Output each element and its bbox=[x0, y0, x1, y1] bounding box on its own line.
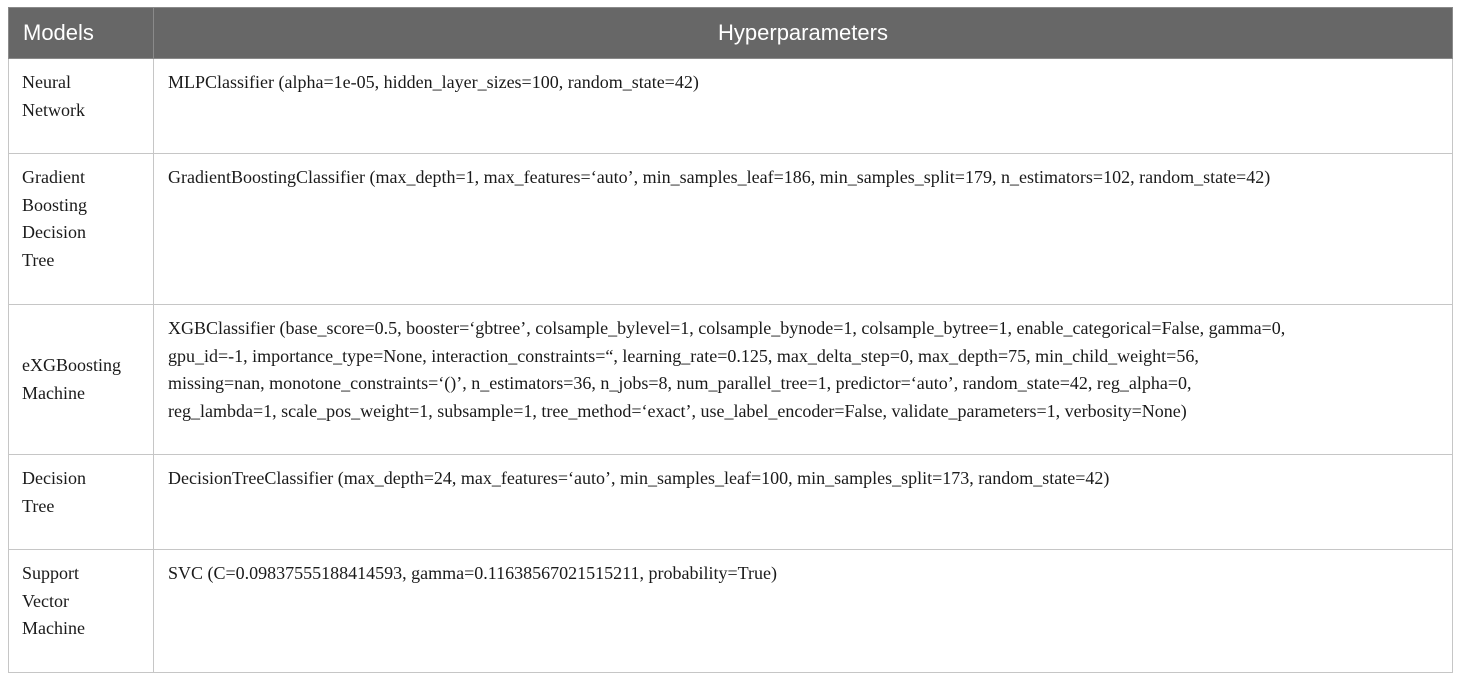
model-name-line: Machine bbox=[22, 618, 85, 638]
table-row bbox=[9, 550, 1453, 673]
table-row bbox=[9, 59, 1453, 154]
hyperparameters-cell bbox=[154, 455, 1453, 550]
model-name-line: Neural bbox=[22, 72, 71, 92]
hyperparameters-cell bbox=[154, 305, 1453, 455]
model-name-line: Decision bbox=[22, 222, 86, 242]
model-name-line: Boosting bbox=[22, 194, 88, 215]
hyperparameters-line: gpu_id=-1, importance_type=None, interaction_constraints=“, learning_rate=0.125, max_delta_step=0, max_depth=75, min_child_weight=56, bbox=[168, 345, 1199, 366]
model-name-line: Network bbox=[22, 99, 85, 120]
hyperparameters-text: MLPClassifier (alpha=1e-05, hidden_layer_sizes=100, random_state=42) bbox=[168, 72, 699, 92]
model-name-line: Vector bbox=[22, 590, 69, 611]
hyperparameters-cell bbox=[154, 550, 1453, 673]
table-header-row bbox=[9, 8, 1453, 59]
header-hyperparameters: Hyperparameters bbox=[154, 8, 1453, 59]
hyperparameters-line: missing=nan, monotone_constraints=‘()’, n_estimators=36, n_jobs=8, num_parallel_tree=1, predictor=‘auto’, random_state=42, reg_alpha=0, bbox=[168, 373, 1192, 393]
model-name-line: eXGBoosting bbox=[22, 355, 121, 375]
hyperparameter-table bbox=[8, 7, 1453, 673]
model-name-line: Tree bbox=[22, 495, 55, 516]
model-name-line: Tree bbox=[22, 249, 55, 270]
table-row bbox=[9, 305, 1453, 455]
model-cell bbox=[9, 455, 154, 550]
hyperparameters-cell bbox=[154, 59, 1453, 154]
table-row bbox=[9, 455, 1453, 550]
hyperparameters-text: SVC (C=0.09837555188414593, gamma=0.11638567021515211, probability=True) bbox=[168, 563, 777, 583]
model-name-line: Support bbox=[22, 563, 80, 583]
hyperparameters-text: DecisionTreeClassifier (max_depth=24, max_features=‘auto’, min_samples_leaf=100, min_samples_split=173, random_state=42) bbox=[168, 468, 1110, 488]
model-cell bbox=[9, 550, 154, 673]
hyperparameters-line: XGBClassifier (base_score=0.5, booster=‘gbtree’, colsample_bylevel=1, colsample_bynode=1, colsample_bytree=1, enable_categorical=False, gamma=0, bbox=[168, 318, 1286, 338]
table-row bbox=[9, 154, 1453, 305]
hyperparameters-cell bbox=[154, 154, 1453, 305]
hyperparameters-line: reg_lambda=1, scale_pos_weight=1, subsample=1, tree_method=‘exact’, use_label_encoder=False, validate_parameters=1, verbosity=None) bbox=[168, 400, 1187, 421]
model-name-line: Decision bbox=[22, 468, 86, 488]
model-cell bbox=[9, 154, 154, 305]
model-name-line: Gradient bbox=[22, 167, 85, 187]
model-cell bbox=[9, 59, 154, 154]
model-name-line: Machine bbox=[22, 382, 85, 403]
model-cell bbox=[9, 305, 154, 455]
hyperparameter-table-container bbox=[8, 7, 1452, 673]
hyperparameters-text: GradientBoostingClassifier (max_depth=1, max_features=‘auto’, min_samples_leaf=186, min_samples_split=179, n_estimators=102, random_state=42) bbox=[168, 167, 1271, 187]
header-models: Models bbox=[9, 8, 154, 59]
